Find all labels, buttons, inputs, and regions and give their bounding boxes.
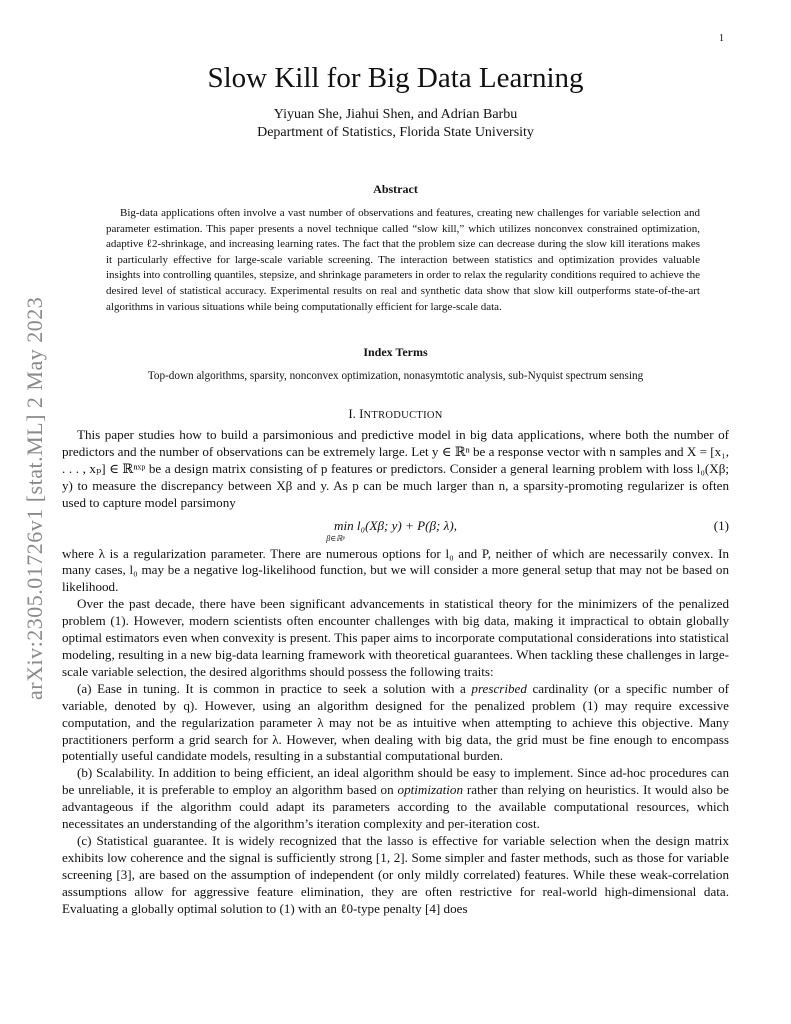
- intro-paragraph-4: [62, 765, 729, 833]
- abstract-text: Big-data applications often involve a vast number of observations and features, creating new challenges for variable selection and parameter estimation. This paper presents a novel technique called “slow kill,” which utilizes nonconvex constrained optimization, adaptive ℓ2-shrinkage, and increasing learning rates. The fact that the problem size can decrease during the slow kill iterations makes it particularly effective for large-scale variable screening. The interaction between statistics and optimization provides valuable insights into controlling quantiles, stepsize, and shrinkage parameters in order to relax the regularity conditions required to achieve the desired level of statistical accuracy. Experimental results on real and synthetic data show that slow kill outperforms state-of-the-art algorithms in various situations while being computationally efficient for large-scale data.: [106, 207, 700, 313]
- p3-before: (a) Ease in tuning. It is common in practice to seek a solution with a: [77, 680, 472, 696]
- index-terms-text: Top-down algorithms, sparsity, nonconvex optimization, nonasymtotic analysis, sub-Nyquist spectrum sensing: [147, 370, 644, 382]
- section-rest-caps: NTRODUCTION: [363, 410, 443, 421]
- introduction-body: [62, 427, 729, 917]
- equation-subscript: β∈ℝᵖ: [326, 534, 345, 544]
- equation-1: [62, 514, 729, 544]
- paper-affiliation: Department of Statistics, Florida State University: [257, 125, 534, 140]
- section-numeral: I.: [348, 406, 356, 421]
- p3-emphasis: prescribed: [471, 680, 527, 696]
- equation-expression: [62, 518, 729, 544]
- p3-after: cardinality (or a specific number of variable, denoted by q). However, using an algorithm designed for the penalized problem (1) may require excessive computation, and the regularization parameter λ may not be as intuitive when attempting to achieve this objective. Many practitioners perform a grid search for λ. However, when dealing with big data, the grid must be fine enough to encompass potentially useful candidate models, resulting in a substantial computational burden.: [62, 680, 729, 764]
- p4-after: rather than relying on heuristics. It would also be advantageous if the algorithm could adapt its parameters according to the available computational resources, which necessitates an understanding of the algorithm’s iteration complexity and per-iteration cost.: [62, 782, 729, 832]
- paper-authors: Yiyuan She, Jiahui Shen, and Adrian Barbu: [273, 107, 518, 122]
- equation-number: (1): [713, 517, 729, 533]
- intro-paragraph-5: (c) Statistical guarantee. It is widely recognized that the lasso is effective for variable selection when the design matrix exhibits low coherence and the signal is sufficiently strong [1, 2]. Some simpler and faster methods, such as those for variable screening [3], are based on the assumption of independent (or only mildly correlated) features. While these weak-correlation assumptions allow for aggressive feature elimination, they are often restrictive for real-world high-dimensional data. Evaluating a globally optimal solution to (1) with an ℓ0-type penalty [4] does: [62, 832, 729, 916]
- paper-title: Slow Kill for Big Data Learning: [207, 62, 584, 94]
- equation-body: min l₀(Xβ; y) + P(β; λ),: [334, 517, 457, 533]
- intro-paragraph-1: This paper studies how to build a parsimonious and predictive model in big data applications, where both the number of predictors and the number of observations can be extremely large. Let y ∈ ℝⁿ be a response vector with n samples and X = [x₁, . . . , xₚ] ∈ ℝⁿˣᵖ be a design matrix consisting of p features or predictors. Consider a general learning problem with loss l₀(Xβ; y) to measure the discrepancy between Xβ and y. As p can be much larger than n, a sparsity-promoting regularizer is often used to capture model parsimony: [62, 427, 729, 510]
- abstract-heading: Abstract: [373, 182, 418, 196]
- p4-before: (b) Scalability. In addition to being efficient, an ideal algorithm should be easy to implement. Since ad-hoc procedures can be unreliable, it is preferable to employ an algorithm based on: [62, 765, 729, 798]
- intro-paragraph-3: [62, 681, 729, 766]
- arxiv-side-stamp: arXiv:2305.01726v1 [stat.ML] 2 May 2023: [22, 296, 47, 700]
- introduction-heading: [0, 406, 791, 422]
- p4-emphasis: optimization: [397, 782, 464, 798]
- page-number: 1: [719, 33, 724, 44]
- index-terms-heading: Index Terms: [363, 345, 428, 359]
- section-first-letter: I: [359, 406, 364, 421]
- intro-paragraph-2: Over the past decade, there have been significant advancements in statistical theory for the minimizers of the penalized problem (1). However, modern scientists often encounter challenges with big data, making it impractical to obtain globally optimal estimators even when convexity is present. This paper aims to incorporate computational considerations into statistical modeling, resulting in a new big-data learning framework with theoretical guarantees. When tackling these challenges in large-scale variable selection, the desired algorithms should possess the following traits:: [62, 596, 729, 679]
- intro-paragraph-1b: where λ is a regularization parameter. There are numerous options for l₀ and P, neither of which are necessarily convex. In many cases, l₀ may be a negative log-likelihood function, but we will consider a more general setup that may not be based on likelihood.: [62, 545, 729, 595]
